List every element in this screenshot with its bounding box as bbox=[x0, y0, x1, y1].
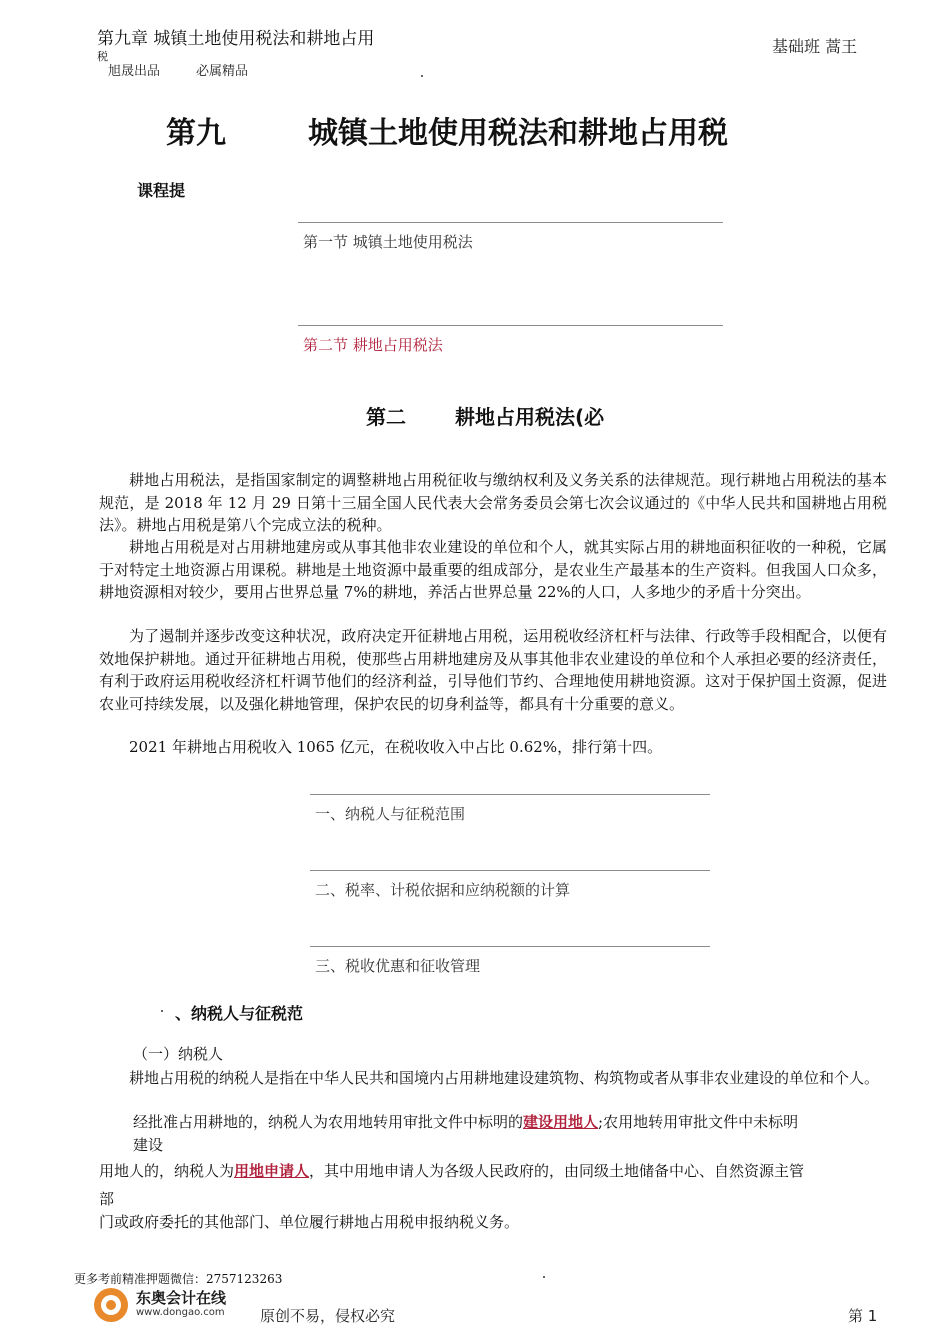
text-fragment: 经批准占用耕地的，纳税人为农用地转用审批文件中标明的 bbox=[133, 1113, 524, 1131]
paragraph-approved-line bbox=[133, 1111, 798, 1134]
footer-page-number: 第 1 bbox=[848, 1307, 878, 1325]
highlight-construction-land-user: 建设用地人 bbox=[523, 1113, 599, 1131]
toc-divider bbox=[310, 870, 710, 871]
paragraph-definition: 耕地占用税是对占用耕地建房或从事其他非农业建设的单位和个人，就其实际占用的耕地面积征收的一种税，它属于对特定土地资源占用课税。耕地是土地资源中最重要的组成部分，是农业生产最基本的生产资料。但我国人口众多，耕地资源相对较少，要用占世界总量 7%的耕地，养活占世界总量 22%的人口，人多地少的矛盾十分突出。 bbox=[99, 538, 887, 601]
toc-divider bbox=[310, 794, 710, 795]
text-fragment: ;农用地转用审批文件中未标明 bbox=[598, 1113, 799, 1131]
text-line-clipped: 门或政府委托的其他部门、单位履行耕地占用税申报纳税义务。 bbox=[99, 1213, 520, 1231]
section-item-1: 第一节 城镇土地使用税法 bbox=[303, 233, 473, 251]
toc-item-2: 二、税率、计税依据和应纳税额的计算 bbox=[315, 881, 571, 899]
toc-item-1: 一、纳税人与征税范围 bbox=[315, 805, 466, 823]
part-heading: 、纳税人与征税范 bbox=[175, 1004, 304, 1023]
footer-tagline: 原创不易，侵权必究 bbox=[260, 1307, 396, 1325]
logo-url: www.dongao.com bbox=[136, 1307, 225, 1318]
text-fragment: ，其中用地申请人为各级人民政府的，由同级土地储备中心、自然资源主管 bbox=[309, 1162, 805, 1180]
course-outline-label: 课程提 bbox=[137, 181, 186, 200]
paragraph-applicant-line bbox=[99, 1160, 804, 1183]
header-brand: 旭晟出品 bbox=[108, 64, 161, 79]
footer-dot bbox=[543, 1276, 545, 1278]
header-chapter-title: 第九章 城镇土地使用税法和耕地占用 bbox=[97, 29, 375, 49]
chapter-title-left: 第九 bbox=[166, 116, 226, 151]
sub-heading-taxpayer: （一）纳税人 bbox=[133, 1045, 224, 1063]
section-item-2-active: 第二节 耕地占用税法 bbox=[303, 336, 443, 354]
section-divider bbox=[298, 325, 723, 326]
paragraph-revenue: 2021 年耕地占用税收入 1065 亿元，在税收收入中占比 0.62%，排行第十四。 bbox=[129, 738, 663, 756]
paragraph-intro: 耕地占用税法，是指国家制定的调整耕地占用税征收与缴纳权利及义务关系的法律规范。现行耕地占用税法的基本规范，是 2018 年 12 月 29 日第十三届全国人民代表大会常务委员会第七次会议通过的《中华人民共和国耕地占用税法》。耕地占用税是第八个完成立法的税种。 bbox=[99, 471, 887, 534]
header-dot bbox=[421, 75, 423, 77]
header-course-info: 基础班 蒿王 bbox=[772, 37, 858, 56]
section-title-left: 第二 bbox=[366, 405, 406, 429]
part-bullet-dot bbox=[161, 1010, 163, 1012]
paragraph-purpose: 为了遏制并逐步改变这种状况，政府决定开征耕地占用税，运用税收经济杠杆与法律、行政等手段相配合，以便有效地保护耕地。通过开征耕地占用税，使那些占用耕地建房及从事其他非农业建设的单位和个人承担必要的经济责任，有利于政府运用税收经济杠杆调节他们的经济利益，引导他们节约、合理地使用耕地资源。这对于保护国土资源，促进农业可持续发展，以及强化耕地管理，保护农民的切身利益等，都具有十分重要的意义。 bbox=[99, 627, 887, 713]
text-line-wrap: 建设 bbox=[133, 1136, 164, 1154]
highlight-land-applicant: 用地申请人 bbox=[234, 1162, 310, 1180]
toc-item-3: 三、税收优惠和征收管理 bbox=[315, 957, 481, 975]
paragraph-taxpayer-definition: 耕地占用税的纳税人是指在中华人民共和国境内占用耕地建设建筑物、构筑物或者从事非农业建设的单位和个人。 bbox=[129, 1069, 880, 1087]
toc-divider bbox=[310, 946, 710, 947]
text-line-wrap: 部 bbox=[99, 1190, 115, 1208]
chapter-title-right: 城镇土地使用税法和耕地占用税 bbox=[308, 116, 728, 151]
section-divider bbox=[298, 222, 723, 223]
dongao-logo-icon bbox=[92, 1286, 130, 1324]
text-fragment: 用地人的，纳税人为 bbox=[99, 1162, 235, 1180]
footer-contact: 更多考前精准押题微信：2757123263 bbox=[74, 1272, 283, 1286]
logo-name: 东奥会计在线 bbox=[136, 1289, 227, 1307]
header-chapter-tail: 税 bbox=[97, 50, 108, 63]
header-slogan: 必属精品 bbox=[196, 64, 249, 79]
section-title-right: 耕地占用税法(必 bbox=[455, 405, 605, 429]
